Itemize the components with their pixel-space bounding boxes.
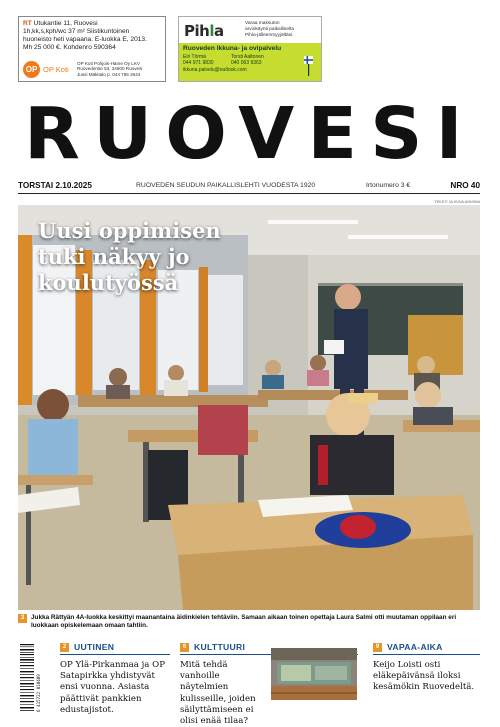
photo-credit: TEKSTI JA KUVA ANNIINA bbox=[434, 200, 480, 204]
ad-email: ikkuna.palvelu@outlook.com bbox=[183, 67, 247, 73]
ad-listing-text: RT Utukantie 11, Ruovesi 1h,kk,s,kph/wc 37 m² Siistikuntoinen huoneisto heti vapaana. E-luokka E, 2013. Mh 25 000 €. Kohdenro 590364 bbox=[23, 20, 147, 52]
teaser-text: OP Ylä-Pirkanmaa ja OP Satapirkka yhdistyvät ensi vuonna. Asiasta päättivät pankkien edustajistot. bbox=[60, 660, 165, 715]
page-number-badge: 2 bbox=[60, 643, 69, 652]
ad-address: OP Koti Pohjois-Häme Oy LKV Ruovedentie 53, 34600 Ruovesi Jussi Mäkitalo p. 044 785 2644 bbox=[77, 60, 143, 78]
barcode-icon bbox=[18, 640, 44, 716]
ad-real-estate[interactable] bbox=[18, 16, 166, 82]
masthead-rule bbox=[18, 193, 480, 194]
photo-caption: 3 Jukka Rättyän 4A-luokka keskittyi maanantaina äidinkielen tehtäviin. Samaan aikaan toinen opettaja Laura Salmi otti muutaman oppilaan eri luokkaan opiskelemaan omaan tahtiin. bbox=[18, 614, 480, 629]
newspaper-nameplate: RUOVESI bbox=[24, 92, 476, 175]
lead-headline[interactable]: Uusi oppimisen tuki näkyy jo koulutyössä bbox=[38, 218, 221, 295]
issue-date: TORSTAI 2.10.2025 bbox=[18, 180, 92, 190]
teaser-text: Keijo Loisti osti eläkepäivänsä iloksi kesämökin Ruovedeltä. bbox=[373, 660, 475, 693]
page-number-badge: 6 bbox=[180, 643, 189, 652]
ad-windows-doors[interactable] bbox=[178, 16, 322, 82]
section-label: VAPAA-AIKA bbox=[387, 642, 443, 652]
page-number-badge: 3 bbox=[18, 614, 27, 623]
page-number-badge: 9 bbox=[373, 643, 382, 652]
op-logo-icon: OP bbox=[23, 61, 40, 78]
issue-price: Irtonumero 3 € bbox=[366, 181, 411, 189]
issue-number: NRO 40 bbox=[450, 180, 480, 190]
teaser-culture-photo bbox=[271, 648, 357, 700]
section-label: UUTINEN bbox=[74, 642, 115, 652]
ad-tagline: Varaa maksuton arviokäynti paikalliselta Pihla-jälleenmyyjältäsi. bbox=[245, 21, 295, 38]
op-koti-logo: OP OP Koti bbox=[23, 61, 77, 78]
barcode-number: 6 415722 010409 bbox=[36, 674, 41, 712]
dateline bbox=[18, 179, 480, 191]
teaser-news[interactable] bbox=[60, 642, 170, 716]
ad-contact: Eiri Törmä 044 971 9830 bbox=[183, 54, 214, 66]
paper-slogan: RUOVEDEN SEUDUN PAIKALLISLEHTI VUODESTA 1920 bbox=[136, 181, 316, 189]
teaser-leisure[interactable] bbox=[373, 642, 480, 694]
finland-sign-icon bbox=[304, 56, 313, 76]
ad-contact-panel: Ruoveden Ikkuna- ja ovipalvelu Eiri Törmä 044 971 9830 Torsti Aaltonen 040 063 9363 ikkuna.palvelu@outlook.com bbox=[179, 43, 321, 81]
section-label: KULTTUURI bbox=[194, 642, 246, 652]
pihla-logo: Pihla bbox=[184, 22, 224, 40]
teaser-text: Mitä tehdä vanhoille näytelmien kulisseille, joiden säilyttämiseen ei olisi enää tilaa? bbox=[180, 660, 256, 727]
ad-contact: Torsti Aaltonen 040 063 9363 bbox=[231, 54, 264, 66]
